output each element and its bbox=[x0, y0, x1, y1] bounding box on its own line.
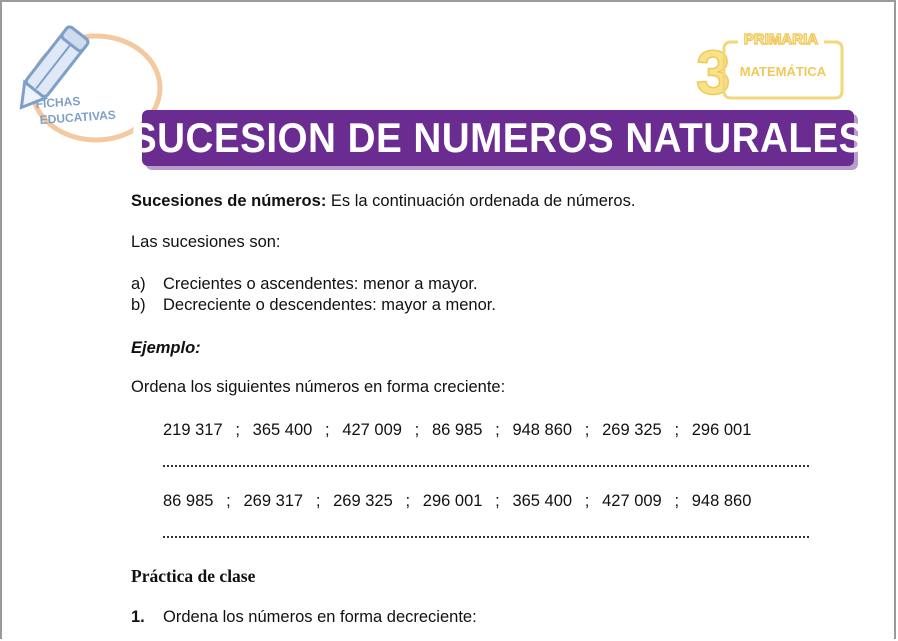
number-item: 269 325 bbox=[602, 421, 662, 439]
page-title: SUCESION DE NUMEROS NATURALES bbox=[131, 114, 865, 161]
number-item: 269 317 bbox=[243, 492, 304, 510]
exercise-item bbox=[131, 608, 477, 627]
list-item bbox=[131, 296, 496, 315]
number-item: 86 985 bbox=[431, 421, 483, 439]
definition-term: Sucesiones de números: bbox=[131, 192, 327, 210]
list-text: Decreciente o descendentes: mayor a menor. bbox=[163, 296, 496, 314]
list-marker: a) bbox=[131, 275, 146, 293]
separator: ; bbox=[674, 492, 680, 510]
badge-level: PRIMARIA bbox=[743, 31, 819, 48]
number-item: 296 001 bbox=[691, 421, 752, 439]
number-item: 427 009 bbox=[602, 492, 662, 510]
dotted-answer-line bbox=[163, 463, 809, 467]
separator: ; bbox=[495, 421, 500, 439]
separator: ; bbox=[226, 492, 231, 510]
definition-paragraph bbox=[131, 192, 635, 211]
list-item bbox=[131, 275, 478, 294]
number-item: 365 400 bbox=[512, 492, 573, 510]
separator: ; bbox=[495, 492, 500, 510]
number-item: 948 860 bbox=[512, 421, 573, 439]
list-marker: b) bbox=[131, 296, 146, 314]
logo-text-line2: EDUCATIVAS bbox=[39, 107, 117, 127]
separator: ; bbox=[674, 421, 680, 439]
grade-badge bbox=[694, 24, 850, 104]
separator: ; bbox=[414, 421, 420, 439]
number-item: 948 860 bbox=[691, 492, 752, 510]
number-item: 86 985 bbox=[163, 492, 214, 510]
list-text: Crecientes o ascendentes: menor a mayor. bbox=[163, 275, 478, 293]
logo-text-line1: FICHAS bbox=[35, 93, 81, 111]
separator: ; bbox=[315, 492, 321, 510]
instruction-text: Ordena los siguientes números en forma creciente: bbox=[131, 378, 506, 396]
number-item: 219 317 bbox=[163, 421, 223, 439]
separator: ; bbox=[235, 421, 240, 439]
example-label: Ejemplo: bbox=[131, 339, 201, 357]
grade-number: 3 bbox=[696, 39, 731, 104]
separator: ; bbox=[325, 421, 330, 439]
number-item: 427 009 bbox=[342, 421, 402, 439]
numbers-given-row bbox=[163, 421, 751, 440]
separator: ; bbox=[584, 421, 590, 439]
separator: ; bbox=[584, 492, 590, 510]
title-banner bbox=[131, 110, 865, 166]
badge-subject: MATEMÁTICA bbox=[739, 64, 827, 79]
exercise-text: Ordena los números en forma decreciente: bbox=[163, 608, 477, 626]
practice-heading: Práctica de clase bbox=[131, 566, 256, 586]
number-item: 365 400 bbox=[252, 421, 313, 439]
number-item: 296 001 bbox=[422, 492, 483, 510]
exercise-number: 1. bbox=[131, 608, 145, 626]
dotted-answer-line bbox=[163, 534, 809, 538]
numbers-sorted-row bbox=[163, 492, 751, 511]
separator: ; bbox=[405, 492, 411, 510]
number-item: 269 325 bbox=[333, 492, 393, 510]
definition-text: Es la continuación ordenada de números. bbox=[326, 192, 636, 210]
intro-text: Las sucesiones son: bbox=[131, 233, 281, 251]
